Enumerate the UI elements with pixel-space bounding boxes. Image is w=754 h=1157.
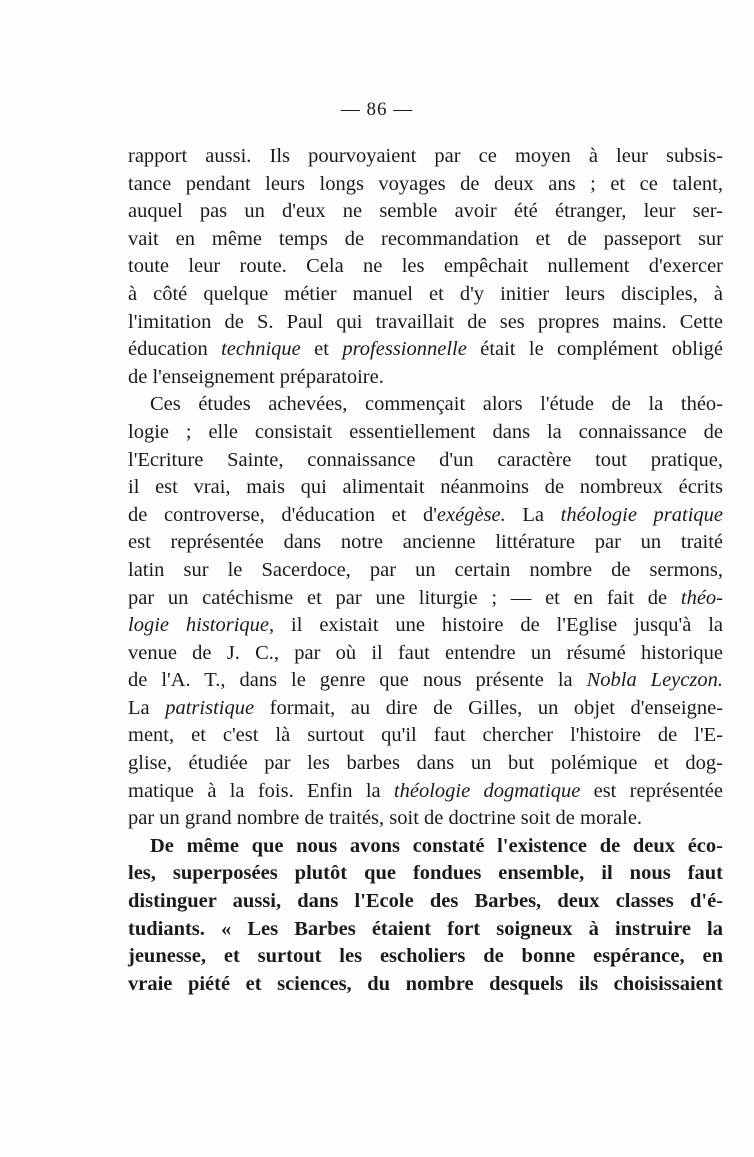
- text-segment: est représentée: [580, 779, 723, 802]
- text-line: [128, 143, 723, 171]
- text-line: [128, 447, 723, 475]
- text-segment: par un grand nombre de traités, soit de doctrine soit de morale.: [128, 807, 643, 830]
- italic-text: théologie pratique: [560, 503, 724, 526]
- text-segment: jeunesse, et surtout les escholiers de bonne espérance, en: [128, 945, 723, 968]
- text-line: [128, 640, 723, 668]
- text-line: [128, 612, 723, 640]
- text-segment: La: [128, 696, 166, 719]
- body-text: [128, 143, 723, 998]
- text-segment: ment, et c'est là surtout qu'il faut chercher l'histoire de l'E-: [128, 724, 723, 747]
- text-segment: toute leur route. Cela ne les empêchait nullement d'exercer: [128, 255, 723, 278]
- text-segment: était le complément obligé: [466, 338, 723, 361]
- text-segment: l'imitation de S. Paul qui travaillait de ses propres mains. Cette: [128, 310, 723, 333]
- text-segment: de controverse, d'éducation et d': [128, 503, 437, 526]
- text-segment: De même que nous avons constaté l'existence de deux éco-: [150, 834, 723, 857]
- paragraph-3: [128, 833, 723, 999]
- text-line: [128, 971, 723, 999]
- text-line: [128, 309, 723, 337]
- text-segment: distinguer aussi, dans l'Ecole des Barbes, deux classes d'é-: [128, 890, 723, 913]
- text-segment: à côté quelque métier manuel et d'y initier leurs disciples, à: [128, 282, 723, 305]
- text-line: [128, 888, 723, 916]
- text-line: [128, 419, 723, 447]
- italic-text: patristique: [165, 696, 255, 719]
- text-line: [128, 226, 723, 254]
- text-line: [128, 253, 723, 281]
- text-line: [128, 778, 723, 806]
- italic-text: exégèse.: [436, 503, 506, 526]
- text-segment: et: [300, 338, 343, 361]
- text-segment: auquel pas un d'eux ne semble avoir été étranger, leur ser-: [128, 200, 723, 223]
- page-number: — 86 —: [340, 99, 414, 120]
- text-line: [128, 364, 723, 392]
- text-segment: est représentée dans notre ancienne littérature par un traité: [128, 531, 723, 554]
- text-line: [128, 557, 723, 585]
- text-line: [128, 667, 723, 695]
- paragraph-1: [128, 143, 723, 391]
- text-segment: de l'enseignement préparatoire.: [128, 365, 384, 388]
- italic-text: professionnelle: [342, 338, 467, 361]
- text-segment: vraie piété et sciences, du nombre desquels ils choisissaient: [128, 972, 723, 995]
- text-segment: vait en même temps de recommandation et de passeport sur: [128, 227, 723, 250]
- text-line: [128, 336, 723, 364]
- italic-text: théologie dogmatique: [393, 779, 581, 802]
- paragraph-2: [128, 391, 723, 833]
- text-segment: les, superposées plutôt que fondues ensemble, il nous faut: [128, 862, 723, 885]
- text-segment: glise, étudiée par les barbes dans un but polémique et dog-: [128, 752, 723, 775]
- text-segment: logie ; elle consistait essentiellement dans la connaissance de: [128, 420, 723, 443]
- text-line: [128, 474, 723, 502]
- text-segment: formait, au dire de Gilles, un objet d'enseigne-: [254, 696, 724, 719]
- text-line: [128, 722, 723, 750]
- text-segment: tance pendant leurs longs voyages de deux ans ; et ce talent,: [128, 172, 723, 195]
- text-line: [128, 529, 723, 557]
- text-line: [128, 860, 723, 888]
- text-segment: , il existait une histoire de l'Eglise jusqu'à la: [269, 614, 723, 637]
- text-line: [128, 502, 723, 530]
- text-segment: rapport aussi. Ils pourvoyaient par ce moyen à leur subsis-: [128, 145, 723, 167]
- text-line: [128, 805, 723, 833]
- text-segment: latin sur le Sacerdoce, par un certain nombre de sermons,: [128, 558, 723, 581]
- text-line: [128, 391, 723, 419]
- text-line: [128, 281, 723, 309]
- text-line: [128, 695, 723, 723]
- text-segment: éducation: [128, 338, 222, 361]
- italic-text: Nobla Leyczon.: [586, 669, 723, 692]
- text-segment: Ces études achevées, commençait alors l'étude de la théo-: [150, 393, 723, 416]
- text-line: [128, 833, 723, 861]
- text-segment: l'Ecriture Sainte, connaissance d'un caractère tout pratique,: [128, 448, 723, 471]
- italic-text: technique: [221, 338, 301, 361]
- italic-text: logie historique: [128, 614, 270, 637]
- text-segment: il est vrai, mais qui alimentait néanmoins de nombreux écrits: [128, 476, 723, 499]
- text-line: [128, 171, 723, 199]
- text-line: [128, 198, 723, 226]
- text-segment: La: [505, 503, 561, 526]
- text-segment: par un catéchisme et par une liturgie ; — et en fait de: [128, 586, 681, 609]
- text-segment: venue de J. C., par où il faut entendre un résumé historique: [128, 641, 723, 664]
- text-line: [128, 943, 723, 971]
- text-segment: matique à la fois. Enfin la: [128, 779, 394, 802]
- text-line: [128, 916, 723, 944]
- text-line: [128, 585, 723, 613]
- text-segment: de l'A. T., dans le genre que nous présente la: [128, 669, 587, 692]
- italic-text: théo-: [680, 586, 723, 609]
- text-line: [128, 750, 723, 778]
- text-segment: tudiants. « Les Barbes étaient fort soigneux à instruire la: [128, 917, 723, 940]
